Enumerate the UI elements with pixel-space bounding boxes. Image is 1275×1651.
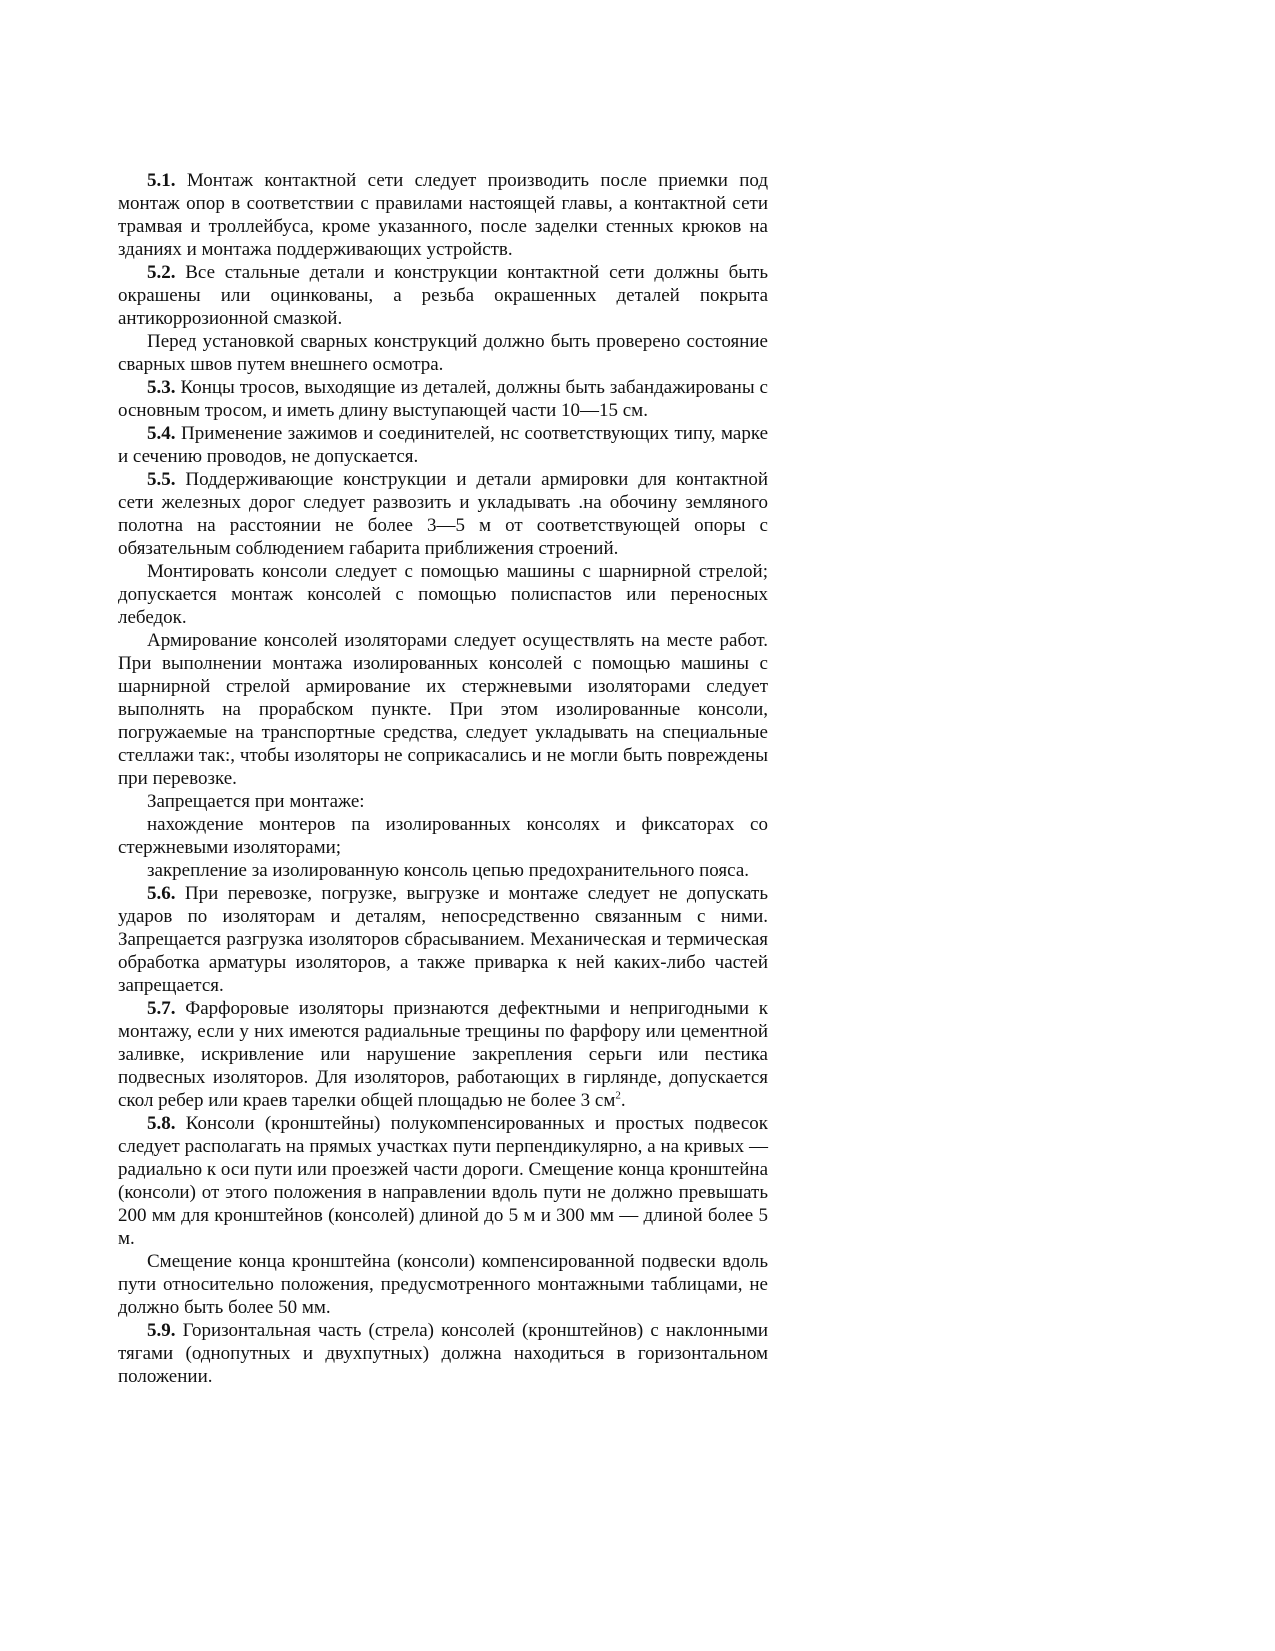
clause-number: 5.8. bbox=[147, 1113, 176, 1134]
paragraph-text: Перед установкой сварных конструкций должно быть проверено состояние сварных швов путем внешнего осмотра. bbox=[118, 331, 768, 375]
paragraph-text: Запрещается при монтаже: bbox=[147, 791, 365, 812]
clause-number: 5.9. bbox=[147, 1320, 176, 1341]
clause-number: 5.1. bbox=[147, 170, 176, 191]
paragraph-welds bbox=[118, 330, 768, 376]
paragraph-text: Фарфоровые изоляторы признаются дефектными и непригодными к монтажу, если у них имеются радиальные трещины по фарфору или цементной заливке, искривление или нарушение закрепления серьги или пестика подвесных изоляторов. Для изоляторов, работающих в гирлянде, допускается скол ребер или краев тарелки общей площадью не более 3 см bbox=[118, 998, 768, 1111]
superscript: 2 bbox=[615, 1089, 621, 1102]
clause-number: 5.6. bbox=[147, 883, 176, 904]
paragraph-text: Применение зажимов и соединителей, нс соответствующих типу, марке и сечению проводов, не допускается. bbox=[118, 423, 769, 467]
document-body bbox=[118, 169, 768, 1388]
paragraph-text: закрепление за изолированную консоль цепью предохранительного пояса. bbox=[147, 860, 750, 881]
paragraph-text: Монтировать консоли следует с помощью машины с шарнирной стрелой; допускается монтаж консолей с помощью полиспастов или переносных лебедок. bbox=[118, 561, 768, 628]
paragraph-5-4 bbox=[118, 422, 768, 468]
paragraph-5-1 bbox=[118, 169, 768, 261]
clause-number: 5.4. bbox=[147, 423, 176, 444]
paragraph-text: Армирование консолей изоляторами следует осуществлять на месте работ. При выполнении монтажа изолированных консолей с помощью машины с шарнирной стрелой армирование их стержневыми изоляторами следует выполнять на прорабском пункте. При этом изолированные консоли, погружаемые на транспортные средства, следует укладывать на специальные стеллажи так:, чтобы изоляторы не соприкасались и не могли быть повреждены при перевозке. bbox=[118, 630, 768, 789]
paragraph-text: При перевозке, погрузке, выгрузке и монтаже следует не допускать ударов по изоляторам и деталям, непосредственно связанным с ними. Запрещается разгрузка изоляторов сбрасыванием. Механическая и термическая обработка арматуры изоляторов, а также приварка к ней каких-либо частей запрещается. bbox=[118, 883, 769, 996]
paragraph-offset bbox=[118, 1250, 768, 1319]
paragraph-text: Смещение конца кронштейна (консоли) компенсированной подвески вдоль пути относительно положения, предусмотренного монтажными таблицами, не должно быть более 50 мм. bbox=[118, 1251, 768, 1318]
paragraph-5-9 bbox=[118, 1319, 768, 1388]
paragraph-5-8 bbox=[118, 1112, 768, 1250]
paragraph-prohibited-item-1 bbox=[118, 813, 768, 859]
paragraph-mounting-consoles bbox=[118, 560, 768, 629]
paragraph-text: Поддерживающие конструкции и детали армировки для контактной сети железных дорог следует развозить и укладывать .на обочину земляного полотна на расстоянии не более 3—5 м от соответствующей опоры с обязательным соблюдением габарита приближения строений. bbox=[118, 469, 768, 559]
paragraph-prohibited-item-2 bbox=[118, 859, 768, 882]
paragraph-text: Все стальные детали и конструкции контактной сети должны быть окрашены или оцинкованы, а резьба окрашенных деталей покрыта антикоррозионной смазкой. bbox=[118, 262, 768, 329]
paragraph-text: Консоли (кронштейны) полукомпенсированных и простых подвесок следует располагать на прямых участках пути перпендикулярно, а на кривых — радиально к оси пути или проезжей части дороги. Смещение конца кронштейна (консоли) от этого положения в направлении вдоль пути не должно превышать 200 мм для кронштейнов (консолей) длиной до 5 м и 300 мм — длиной более 5 м. bbox=[118, 1113, 768, 1249]
paragraph-5-3 bbox=[118, 376, 768, 422]
clause-number: 5.3. bbox=[147, 377, 176, 398]
paragraph-5-6 bbox=[118, 882, 768, 997]
paragraph-text: Концы тросов, выходящие из деталей, должны быть забандажированы с основным тросом, и иметь длину выступающей части 10—15 см. bbox=[118, 377, 768, 421]
paragraph-5-2 bbox=[118, 261, 768, 330]
paragraph-text: Монтаж контактной сети следует производить после приемки под монтаж опор в соответствии с правилами настоящей главы, а контактной сети трамвая и троллейбуса, кроме указанного, после заделки стенных крюков на зданиях и монтажа поддерживающих устройств. bbox=[118, 170, 769, 260]
paragraph-5-7 bbox=[118, 997, 768, 1112]
clause-number: 5.5. bbox=[147, 469, 176, 490]
clause-number: 5.7. bbox=[147, 998, 176, 1019]
paragraph-text: Горизонтальная часть (стрела) консолей (кронштейнов) с наклонными тягами (однопутных и двухпутных) должна находиться в горизонтальном положении. bbox=[118, 1320, 769, 1387]
paragraph-5-5 bbox=[118, 468, 768, 560]
paragraph-armoring bbox=[118, 629, 768, 790]
paragraph-tail: . bbox=[620, 1090, 626, 1111]
clause-number: 5.2. bbox=[147, 262, 176, 283]
paragraph-prohibited bbox=[118, 790, 768, 813]
paragraph-text: нахождение монтеров па изолированных консолях и фиксаторах со стержневыми изоляторами; bbox=[118, 814, 768, 858]
